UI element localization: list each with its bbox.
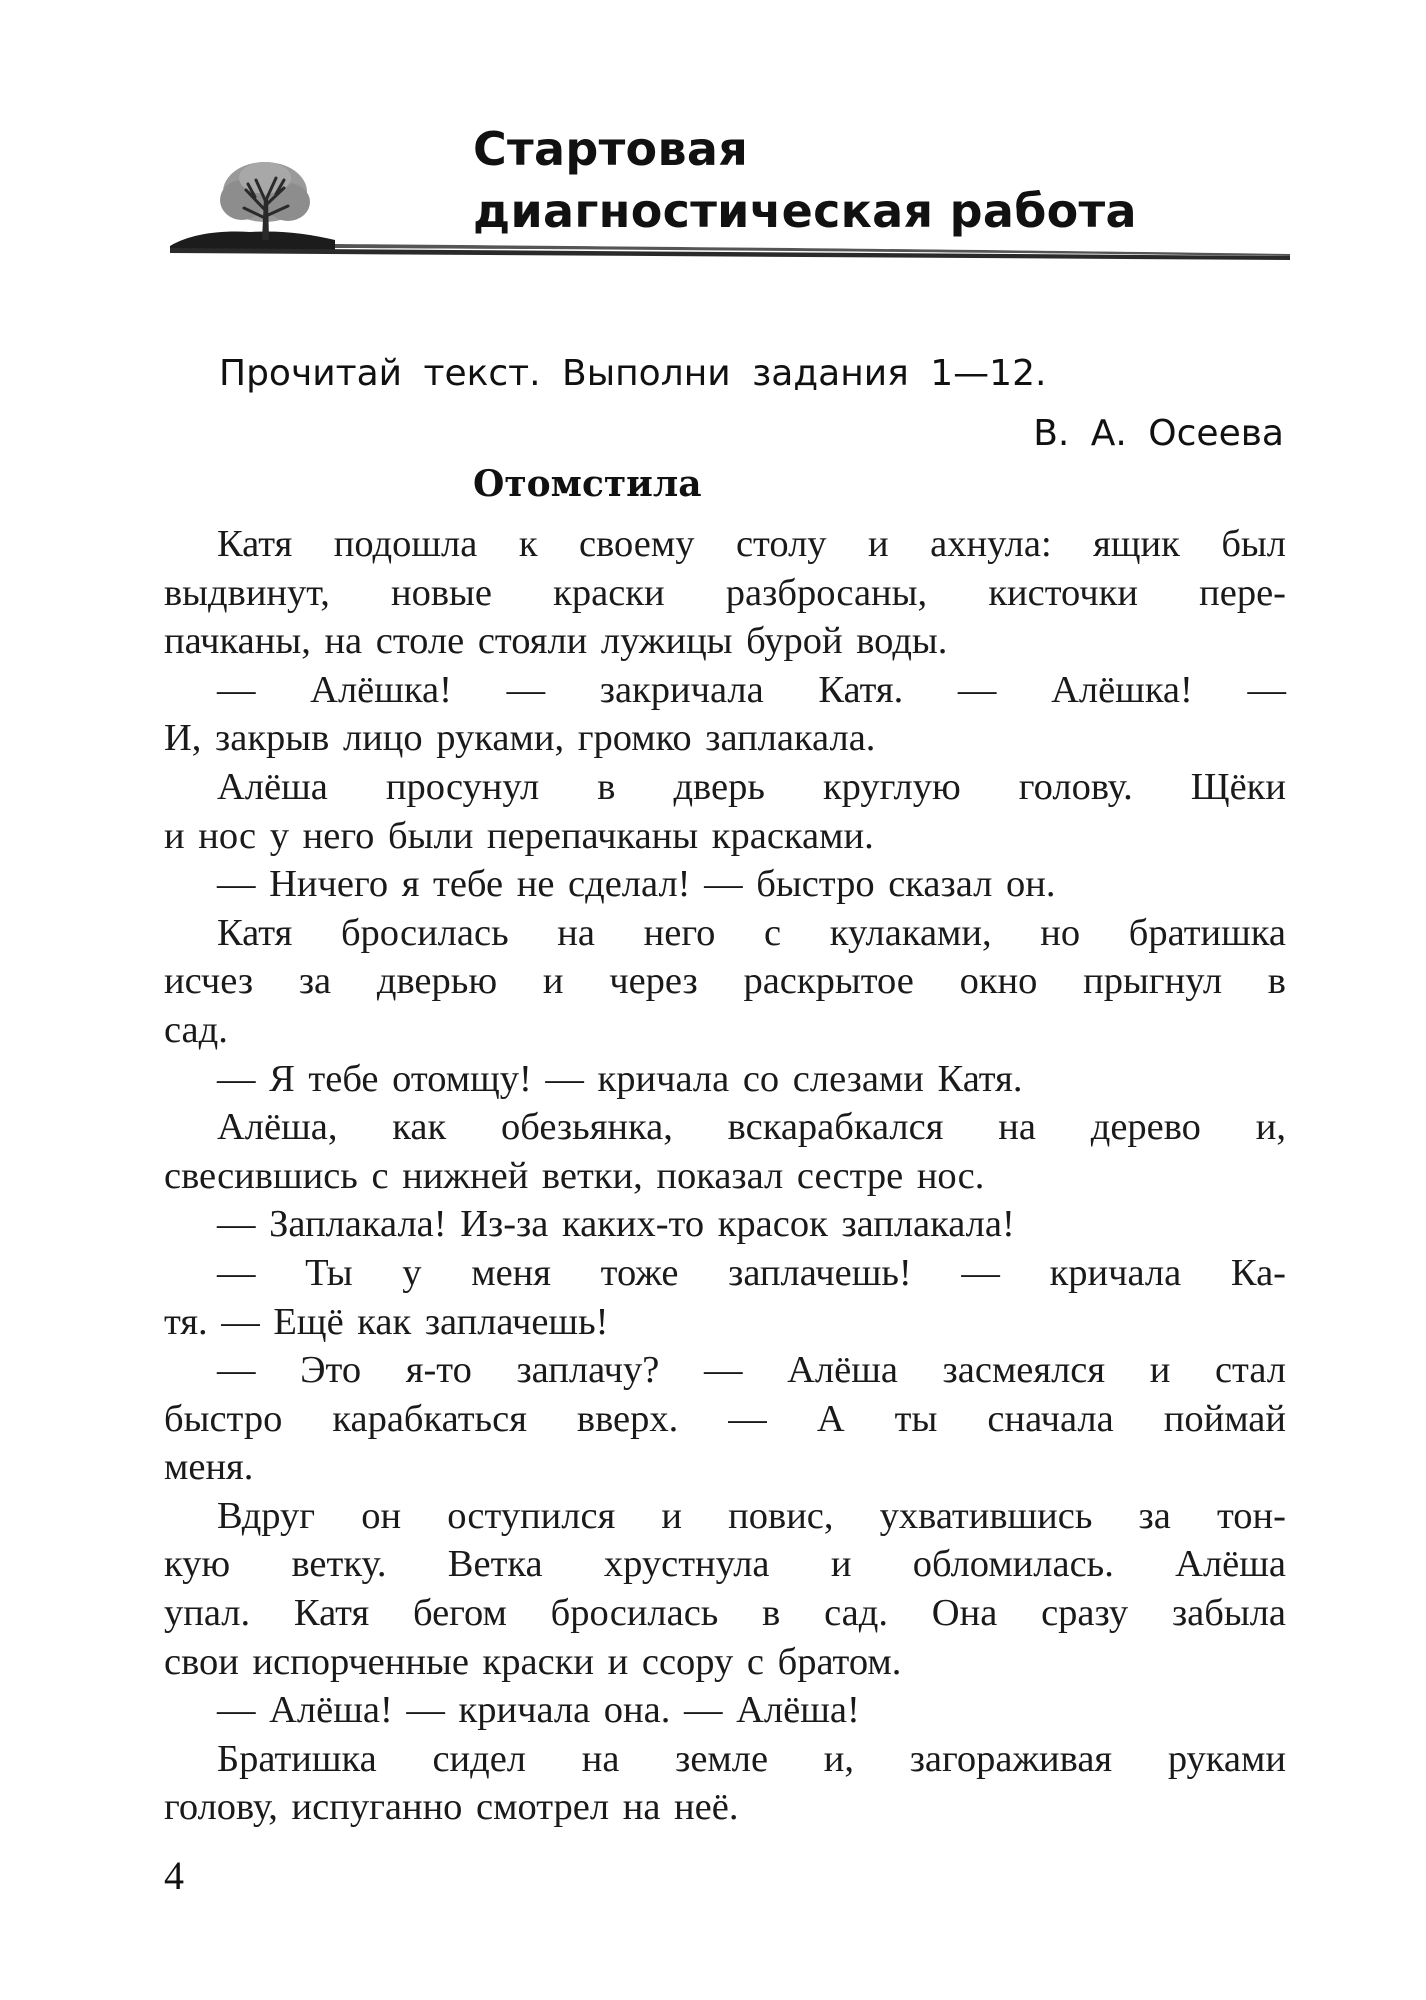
story-line: Алёша, как обезьянка, вскарабкался на дерево и, — [217, 1106, 1286, 1149]
story-line: и нос у него были перепачканы красками. — [164, 814, 874, 857]
story-line: — Я тебе отомщу! — кричала со слезами Катя. — [217, 1057, 1023, 1100]
story-line: меня. — [164, 1446, 254, 1489]
story-line: Алёша просунул в дверь круглую голову. Щёки — [217, 765, 1286, 808]
story-line: Братишка сидел на земле и, загораживая руками — [217, 1737, 1286, 1780]
task-instruction: Прочитай текст. Выполни задания 1—12. — [219, 353, 1047, 394]
page-title — [473, 118, 1137, 242]
story-line: — Это я-то заплачу? — Алёша засмеялся и стал — [217, 1349, 1286, 1392]
story-line: Катя бросилась на него с кулаками, но братишка — [217, 911, 1286, 954]
story-line: сад. — [164, 1008, 228, 1051]
story-line: пачканы, на столе стояли лужицы бурой воды. — [164, 620, 948, 663]
story-line: выдвинут, новые краски разбросаны, кисточки пере- — [164, 571, 1286, 614]
story-line: И, закрыв лицо руками, громко заплакала. — [164, 717, 876, 760]
story-line: быстро карабкаться вверх. — А ты сначала поймай — [164, 1397, 1286, 1440]
story-line: упал. Катя бегом бросилась в сад. Она сразу забыла — [164, 1592, 1286, 1635]
story-line: — Ты у меня тоже заплачешь! — кричала Ка- — [217, 1251, 1286, 1294]
story-title: Отомстила — [473, 463, 702, 505]
story-line: тя. — Ещё как заплачешь! — [164, 1300, 609, 1343]
story-line: свесившись с нижней ветки, показал сестре нос. — [164, 1154, 985, 1197]
page-number: 4 — [164, 1853, 184, 1898]
story-line: свои испорченные краски и ссору с братом. — [164, 1640, 902, 1683]
story-line: Вдруг он оступился и повис, ухватившись за тон- — [217, 1494, 1286, 1537]
story-line: — Заплакала! Из-за каких-то красок заплакала! — [217, 1203, 1015, 1246]
story-line: кую ветку. Ветка хрустнула и обломилась. Алёша — [164, 1543, 1286, 1586]
page-header — [0, 0, 1426, 280]
story-line: голову, испуганно смотрел на неё. — [164, 1786, 739, 1829]
story-line: — Алёшка! — закричала Катя. — Алёшка! — — [217, 668, 1286, 711]
story-author: В. А. Осеева — [1033, 413, 1284, 454]
story-line: Катя подошла к своему столу и ахнула: ящик был — [217, 523, 1286, 565]
page-title-line2: диагностическая работа — [473, 184, 1137, 238]
story-text — [164, 520, 1286, 1832]
story-line: исчез за дверью и через раскрытое окно прыгнул в — [164, 960, 1286, 1003]
page-title-line1: Стартовая — [473, 122, 749, 176]
story-line: — Ничего я тебе не сделал! — быстро сказал он. — [217, 863, 1056, 906]
story-line: — Алёша! — кричала она. — Алёша! — [217, 1689, 860, 1732]
